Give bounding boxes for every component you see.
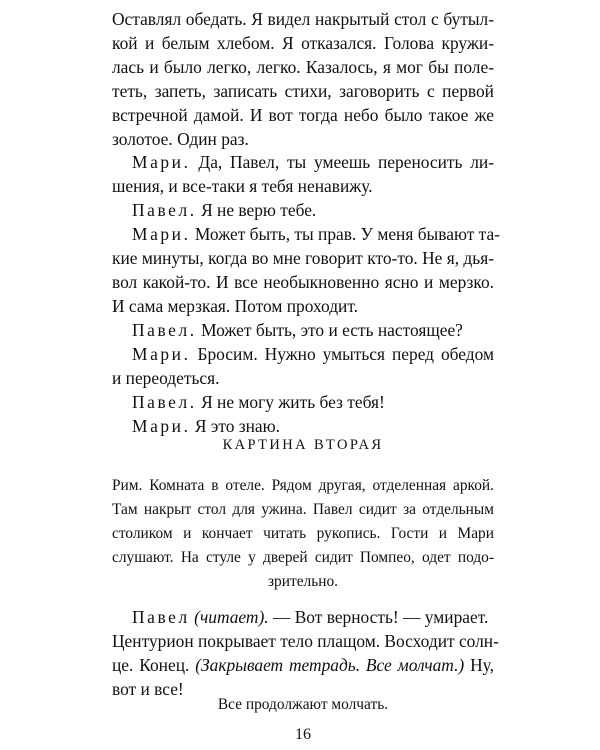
stage-direction-line: зрительно. xyxy=(267,573,339,590)
dialogue-line xyxy=(132,415,494,437)
page-number: 16 xyxy=(295,726,311,743)
speech-text: Я не верю тебе. xyxy=(201,200,317,220)
dialogue-line xyxy=(132,151,494,173)
remark: (читает). xyxy=(194,607,269,627)
text-line: И сама мерзкая. Потом проходит. xyxy=(112,296,359,316)
text-line: лась и было легко, легко. Казалось, я мог бы поле- xyxy=(112,57,494,77)
text-line: теть, запеть, записать стихи, заговорить с первой xyxy=(112,81,494,101)
text-line: золотое. Один раз. xyxy=(112,129,249,149)
text-line xyxy=(112,654,494,676)
speaker-name: Павел. xyxy=(132,392,197,412)
speech-text: Я это знаю. xyxy=(194,416,280,436)
speaker-name: Павел. xyxy=(132,200,197,220)
speech-text: це. Конец. xyxy=(112,655,190,675)
dialogue-line xyxy=(132,319,494,341)
speech-text: Может быть, это и есть настоящее? xyxy=(201,320,463,340)
dialogue-line xyxy=(132,391,494,413)
speech-text: Да, Павел, ты умеешь переносить ли- xyxy=(198,152,494,172)
stage-direction-line: Рим. Комната в отеле. Рядом другая, отделенная аркой. xyxy=(112,477,494,494)
speech-text: Ну, xyxy=(470,655,494,675)
dialogue-line xyxy=(132,199,494,221)
stage-direction-line: слушают. На стуле у дверей сидит Помпео, одет подо- xyxy=(112,549,494,566)
speaker-name: Павел. xyxy=(132,320,197,340)
text-line: вот и все! xyxy=(112,679,184,699)
text-line: Центурион покрывает тело плащом. Восходит солн- xyxy=(112,631,499,651)
speech-text: Я не могу жить без тебя! xyxy=(201,392,385,412)
stage-direction-line: Там накрыт стол для ужина. Павел сидит за отдельным xyxy=(112,501,494,518)
speaker-name: Мари. xyxy=(132,224,191,244)
speech-text: Может быть, ты прав. У меня бывают та- xyxy=(194,224,500,244)
text-line: шения, и все-таки я тебя ненавижу. xyxy=(112,176,373,196)
speaker-name: Мари. xyxy=(132,152,191,172)
speech-text: Бросим. Нужно умыться перед обедом xyxy=(197,344,494,364)
text-line: вол какой-то. И все необыкновенно ясно и мерзко. xyxy=(112,272,494,292)
text-line: кие минуты, когда во мне говорит кто-то. Не я, дья- xyxy=(112,248,494,268)
stage-direction-line: столиком и кончает читать рукопись. Гости и Мари xyxy=(112,525,494,542)
text-line: кой и белым хлебом. Я отказался. Голова кружи- xyxy=(112,33,494,53)
dialogue-line xyxy=(132,606,494,628)
stage-direction-line: Все продолжают молчать. xyxy=(217,696,389,713)
remark: (Закрывает тетрадь. Все молчат.) xyxy=(195,655,465,675)
speaker-name: Мари. xyxy=(132,416,191,436)
speaker-name: Павел xyxy=(132,607,190,627)
speaker-name: Мари. xyxy=(132,344,191,364)
dialogue-line xyxy=(132,343,494,365)
text-line: встречной дамой. И вот тогда небо было такое же xyxy=(112,105,494,125)
scene-heading: КАРТИНА ВТОРАЯ xyxy=(222,437,384,453)
dialogue-line xyxy=(132,223,500,245)
text-line: и переодеться. xyxy=(112,368,220,388)
speech-text: — Вот верность! — умирает. xyxy=(272,607,489,627)
text-line: Оставлял обедать. Я видел накрытый стол с бутыл- xyxy=(112,9,494,29)
